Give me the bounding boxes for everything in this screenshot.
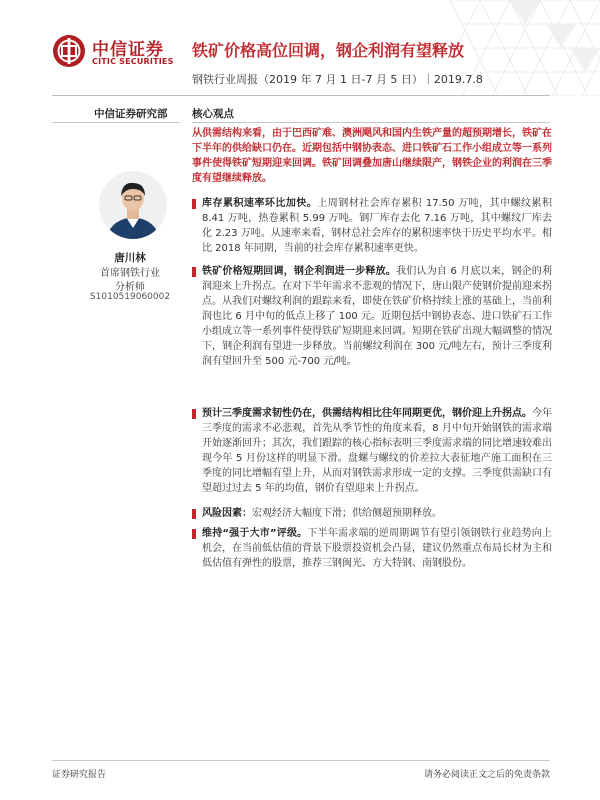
bullet-marker-icon bbox=[192, 509, 196, 519]
sidebar-divider bbox=[52, 122, 180, 123]
logo-chinese-text: 中信证券 bbox=[92, 40, 164, 60]
bullet-lead: 预计三季度需求韧性仍在，供需结构相比往年同期更优，钢价迎上升拐点。 bbox=[202, 408, 532, 419]
bullet-lead: 风险因素： bbox=[202, 508, 252, 519]
bullet-text: 上周钢材社会库存累积 17.50 万吨，其中螺纹累积 8.41 万吨，热卷累积 5.99 万吨。钢厂库存去化 7.16 万吨，其中螺纹厂库去化 2.23 万吨。从速率来看，钢材总社会库存的累积速率快于历史平均水平。相比 2018 年同期，当前的社会库存累积速率更快。 bbox=[202, 198, 552, 254]
summary-paragraph: 从供需结构来看，由于巴西矿难、澳洲飓风和国内生铁产量的超预期增长，铁矿在下半年的供给缺口仍在。近期包括中钢协表态、进口铁矿石工作小组成立等一系列事件使得铁矿短期迎来回调。铁矿回调叠加唐山继续限产，钢铁企业的利润在三季度有望继续释放。 bbox=[192, 128, 552, 184]
bullet-text: 下半年需求端的逆周期调节有望引领钢铁行业趋势向上机会，在当前低估值的背景下股票投资机会凸显，建议仍然重点布局长材为主和低估值有弹性的股票，推荐三钢闽光、方大特钢、南钢股份。 bbox=[202, 528, 552, 569]
bullet-marker-icon bbox=[192, 267, 196, 277]
bullet-text: 宏观经济大幅度下滑；供给侧超预期释放。 bbox=[252, 508, 442, 519]
bullet-text: 我们认为自 6 月底以来，钢企的利润迎来上升拐点。在对下半年需求不悲观的情况下，唐山限产使钢价提前迎来拐点。从我们对螺纹利润的跟踪来看，即使在铁矿价格持续上涨的基础上，当前利润也比 6 月中旬的低点上移了 100 元。近期包括中钢协表态、进口铁矿石工作小组成立等一系列事件使得铁矿短期迎来回调。短期在铁矿出现大幅调整的情况下，钢企利润有望进一步释放。当前螺纹利润在 300 元/吨左右，预计三季度利润有望回升至 500 元-700 元/吨。 bbox=[202, 266, 552, 367]
bullet-lead: 维持“强于大市”评级。 bbox=[202, 528, 308, 539]
footer-report-label: 证券研究报告 bbox=[52, 770, 107, 780]
citic-logo-icon bbox=[52, 34, 86, 68]
bullet-lead: 库存累积速率环比加快。 bbox=[202, 198, 318, 209]
bullet-iron-ore-price bbox=[192, 264, 552, 369]
bullet-marker-icon bbox=[192, 529, 196, 539]
bullet-marker-icon bbox=[192, 409, 196, 419]
research-dept-label: 中信证券研究部 bbox=[94, 108, 168, 120]
bullet-risk-factors bbox=[192, 506, 552, 521]
report-header bbox=[0, 0, 600, 96]
citic-logo bbox=[52, 34, 192, 74]
bullet-inventory bbox=[192, 196, 552, 256]
analyst-name: 唐川林 bbox=[114, 252, 146, 264]
footer-divider bbox=[52, 760, 550, 761]
logo-english-text: CITIC SECURITIES bbox=[92, 57, 174, 66]
analyst-role: 首席钢铁行业 bbox=[100, 268, 160, 279]
bullet-text: 今年三季度的需求不必悲观，首先从季节性的角度来看，8 月中旬开始钢铁的需求端开始逐渐回升；其次，我们跟踪的核心指标表明三季度需求端的同比增速较难出现今年 5 月份这样的明显下滑。盘螺与螺纹的价差拉大表征地产施工面积在三季度的同比增幅有望上升，从而对钢铁需求形成一定的支撑。三季度供需缺口有望超过过去 5 年的均值，钢价有望迎来上升拐点。 bbox=[202, 408, 552, 494]
analyst-title: 分析师 bbox=[115, 282, 145, 293]
analyst-avatar bbox=[98, 170, 168, 240]
analyst-certificate-number: S1010519060002 bbox=[89, 292, 171, 302]
core-views-heading: 核心观点 bbox=[192, 108, 234, 120]
bullet-marker-icon bbox=[192, 199, 196, 209]
header-divider bbox=[52, 95, 550, 96]
main-divider bbox=[192, 122, 550, 123]
report-title: 铁矿价格高位回调，钢企利润有望释放 bbox=[192, 41, 465, 60]
footer-disclaimer-note: 请务必阅读正文之后的免责条款 bbox=[423, 770, 550, 780]
bullet-rating bbox=[192, 526, 552, 571]
bullet-lead: 铁矿价格短期回调，钢企利润进一步释放。 bbox=[202, 266, 397, 277]
report-subtitle: 钢铁行业周报（2019 年 7 月 1 日-7 月 5 日）｜2019.7.8 bbox=[192, 73, 483, 86]
bullet-q3-demand bbox=[192, 406, 552, 496]
